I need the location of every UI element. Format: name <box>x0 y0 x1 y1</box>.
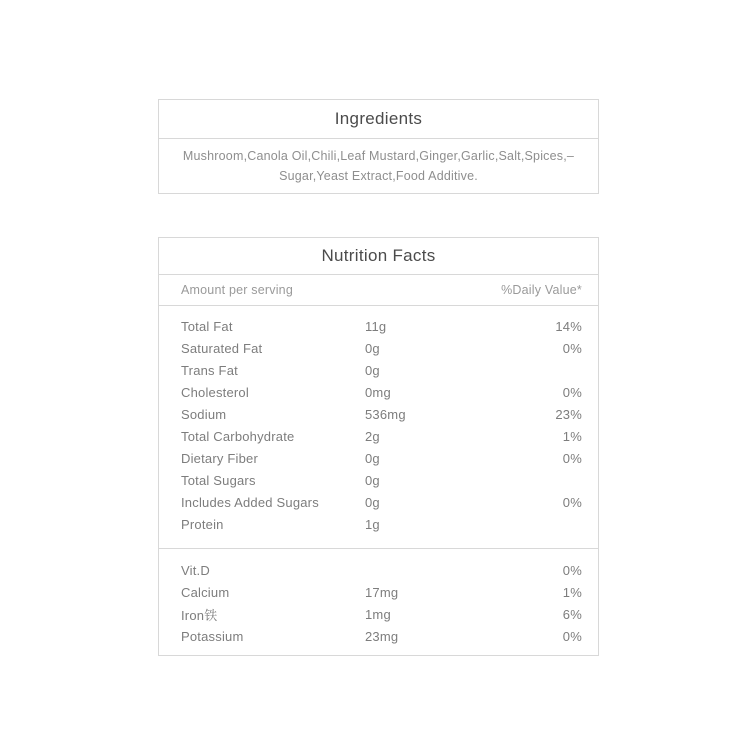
nutrient-amount: 11g <box>365 318 387 334</box>
ingredients-panel <box>158 99 599 194</box>
table-row <box>159 359 598 381</box>
nutrient-daily-value: 0% <box>562 340 582 356</box>
nutrition-title-bar <box>159 238 598 275</box>
ingredients-title: Ingredients <box>334 109 423 128</box>
table-row <box>159 337 598 359</box>
nutrient-amount: 536mg <box>365 406 406 422</box>
table-row <box>159 581 598 603</box>
nutrient-amount: 0g <box>365 494 380 510</box>
ingredients-line-1: Mushroom,Canola Oil,Chili,Leaf Mustard,Ginger,Garlic,Salt,Spices,– <box>182 149 575 163</box>
nutrient-amount: 2g <box>365 428 380 444</box>
nutrient-amount: 1mg <box>365 606 391 622</box>
nutrient-name: Includes Added Sugars <box>181 494 319 510</box>
nutrition-facts-panel <box>158 237 599 656</box>
nutrient-name: Potassium <box>181 628 244 644</box>
nutrient-name: Total Sugars <box>181 472 256 488</box>
nutrient-name: Vit.D <box>181 562 210 578</box>
nutrient-name: Protein <box>181 516 224 532</box>
nutrient-rows <box>159 306 598 548</box>
table-row <box>159 381 598 403</box>
nutrient-daily-value: 1% <box>562 428 582 444</box>
nutrient-daily-value: 6% <box>562 606 582 622</box>
nutrient-daily-value: 0% <box>562 494 582 510</box>
nutrient-name: Cholesterol <box>181 384 249 400</box>
table-row <box>159 425 598 447</box>
nutrient-daily-value: 0% <box>562 628 582 644</box>
amount-per-serving-header: Amount per serving <box>181 283 293 297</box>
nutrient-amount: 0g <box>365 450 380 466</box>
nutrient-amount: 0g <box>365 362 380 378</box>
table-row <box>159 469 598 491</box>
ingredients-text <box>159 139 598 193</box>
table-row <box>159 403 598 425</box>
nutrient-name: Total Carbohydrate <box>181 428 295 444</box>
nutrient-name: Calcium <box>181 584 230 600</box>
nutrient-amount: 1g <box>365 516 380 532</box>
table-row <box>159 625 598 647</box>
nutrient-name: Sodium <box>181 406 227 422</box>
nutrient-name: Saturated Fat <box>181 340 263 356</box>
nutrient-daily-value: 0% <box>562 562 582 578</box>
nutrient-daily-value: 1% <box>562 584 582 600</box>
nutrition-title: Nutrition Facts <box>321 246 436 265</box>
ingredients-title-bar <box>159 100 598 139</box>
nutrient-name: Total Fat <box>181 318 233 334</box>
table-row <box>159 513 598 535</box>
table-row <box>159 603 598 625</box>
table-row <box>159 491 598 513</box>
table-row <box>159 315 598 337</box>
vitamin-rows <box>159 548 598 657</box>
nutrition-subheader <box>159 275 598 306</box>
nutrient-name: Trans Fat <box>181 362 238 378</box>
nutrient-daily-value: 0% <box>562 450 582 466</box>
nutrient-amount: 0g <box>365 472 380 488</box>
table-row <box>159 559 598 581</box>
daily-value-header: %Daily Value* <box>501 283 582 297</box>
ingredients-line-2: Sugar,Yeast Extract,Food Additive. <box>279 169 478 183</box>
nutrient-daily-value: 23% <box>555 406 582 422</box>
nutrient-amount: 23mg <box>365 628 399 644</box>
nutrient-amount: 17mg <box>365 584 399 600</box>
nutrient-name: Dietary Fiber <box>181 450 259 466</box>
nutrient-daily-value: 0% <box>562 384 582 400</box>
nutrient-amount: 0g <box>365 340 380 356</box>
nutrient-daily-value: 14% <box>555 318 582 334</box>
table-row <box>159 447 598 469</box>
nutrient-amount: 0mg <box>365 384 391 400</box>
nutrient-name: Iron铁 <box>181 607 218 623</box>
